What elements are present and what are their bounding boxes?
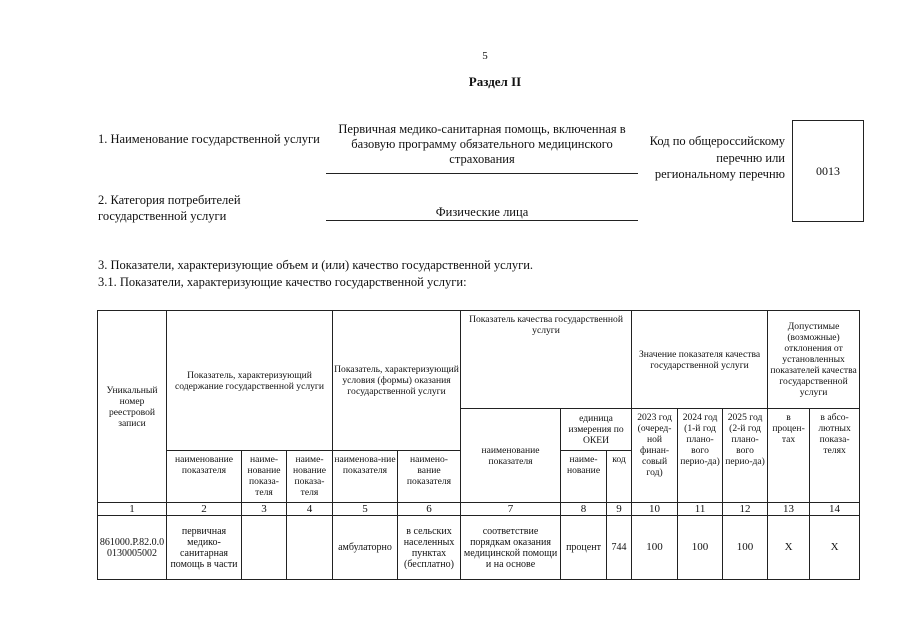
subheader-unit-code <box>607 451 632 503</box>
subheader-name-3 <box>287 451 333 503</box>
heading-volume-quality: 3. Показатели, характеризующие объем и (или) качество государственной услуги. <box>98 258 534 272</box>
registry-id-cell: 861000.Р.82.0.00130005002 <box>98 516 167 580</box>
header-absolute-text: в абсо-лютных показа-телях <box>818 412 851 456</box>
header-content-indicator-text: Показатель, характеризующий содержание государственной услуги <box>174 369 324 392</box>
header-year-2023 <box>632 409 678 503</box>
service-name-value <box>326 122 638 174</box>
unit-cell: процент <box>561 516 607 580</box>
header-indicator-name <box>461 409 561 503</box>
header-unique-number <box>98 311 167 503</box>
header-indicator-name-text: наименование показателя <box>481 444 540 467</box>
column-number: 12 <box>723 503 768 516</box>
column-number: 2 <box>167 503 242 516</box>
header-year-2024-text: 2024 год (1-й год плано-вого перио-да) <box>680 412 720 467</box>
header-year-2025-text: 2025 год (2-й год плано-вого перио-да) <box>725 412 765 467</box>
column-number: 7 <box>461 503 561 516</box>
unit-code-cell: 744 <box>607 516 632 580</box>
subheader-name-5-text: наимено-вание показателя <box>406 454 452 487</box>
service-name-text: Первичная медико-санитарная помощь, включенная в базовую программу обязательного медицинского страхования <box>338 122 626 166</box>
subheader-name-2-text: наиме-нование показа-теля <box>247 454 281 498</box>
subheader-unit-code-text: код <box>612 454 626 465</box>
subheader-name-3-text: наиме-нование показа-теля <box>292 454 327 498</box>
header-conditions-indicator <box>333 311 461 451</box>
header-unit-text: единица измерения по ОКЕИ <box>568 413 624 446</box>
code-box <box>792 120 864 222</box>
service-name-label: 1. Наименование государственной услуги <box>98 132 320 146</box>
value-2025-cell: 100 <box>723 516 768 580</box>
column-number: 3 <box>242 503 287 516</box>
subheader-name-2 <box>242 451 287 503</box>
column-number: 4 <box>287 503 333 516</box>
column-number: 1 <box>98 503 167 516</box>
indicator-cell: соответствие порядкам оказания медицинской помощи и на основе <box>461 516 561 580</box>
header-quality-indicator <box>461 311 632 409</box>
header-quality-indicator-text: Показатель качества государственной услуги <box>469 314 623 336</box>
consumer-category-value: Физические лица <box>326 205 638 221</box>
column-number: 8 <box>561 503 607 516</box>
subheader-name-1-text: наименование показателя <box>175 454 233 476</box>
subheader-name-4 <box>333 451 398 503</box>
code-label: Код по общероссийскому перечню или региональному перечню <box>649 134 785 181</box>
column-number: 13 <box>768 503 810 516</box>
header-year-2023-text: 2023 год (очеред-ной финан-совый год) <box>637 412 672 478</box>
header-content-indicator <box>167 311 333 451</box>
code-value: 0013 <box>816 164 840 178</box>
column-number: 14 <box>810 503 860 516</box>
form-cell: амбулаторно <box>333 516 398 580</box>
value-2024-cell: 100 <box>678 516 723 580</box>
subheader-name-4-text: наименова-ние показателя <box>334 454 396 476</box>
subheader-name-5 <box>398 451 461 503</box>
header-allowed-deviation-text: Допустимые (возможные) отклонения от установленных показателей качества государственной услуги <box>770 321 857 398</box>
empty-cell-4 <box>287 516 333 580</box>
header-percent <box>768 409 810 503</box>
deviation-percent-cell: Х <box>768 516 810 580</box>
empty-cell-3 <box>242 516 287 580</box>
header-unique-number-text: Уникальный номер реестровой записи <box>106 384 158 429</box>
section-title: Раздел II <box>468 74 522 89</box>
column-number: 6 <box>398 503 461 516</box>
header-conditions-indicator-text: Показатель, характеризующий условия (формы) оказания государственной услуги <box>334 364 459 397</box>
header-allowed-deviation <box>768 311 860 409</box>
column-number: 11 <box>678 503 723 516</box>
subheader-name-1 <box>167 451 242 503</box>
place-cell: в сельских населенных пунктах (бесплатно) <box>398 516 461 580</box>
header-absolute <box>810 409 860 503</box>
heading-quality-indicators: 3.1. Показатели, характеризующие качество государственной услуги: <box>98 275 467 289</box>
column-number: 10 <box>632 503 678 516</box>
header-year-2025 <box>723 409 768 503</box>
page-number: 5 <box>482 50 488 62</box>
column-number: 5 <box>333 503 398 516</box>
header-year-2024 <box>678 409 723 503</box>
subheader-unit-name-text: наиме-нование <box>566 454 601 476</box>
header-percent-text: в процен-тах <box>772 412 805 445</box>
table-row <box>98 516 860 580</box>
consumer-category-label: 2. Категория потребителей государственной услуги <box>98 193 241 223</box>
content-cell: первичная медико-санитарная помощь в части <box>167 516 242 580</box>
header-indicator-value-text: Значение показателя качества государственной услуги <box>638 348 761 371</box>
deviation-absolute-cell: Х <box>810 516 860 580</box>
header-indicator-value <box>632 311 768 409</box>
quality-indicators-table <box>97 310 860 580</box>
value-2023-cell: 100 <box>632 516 678 580</box>
column-number-row <box>98 503 860 516</box>
subheader-unit-name <box>561 451 607 503</box>
header-unit <box>561 409 632 451</box>
column-number: 9 <box>607 503 632 516</box>
